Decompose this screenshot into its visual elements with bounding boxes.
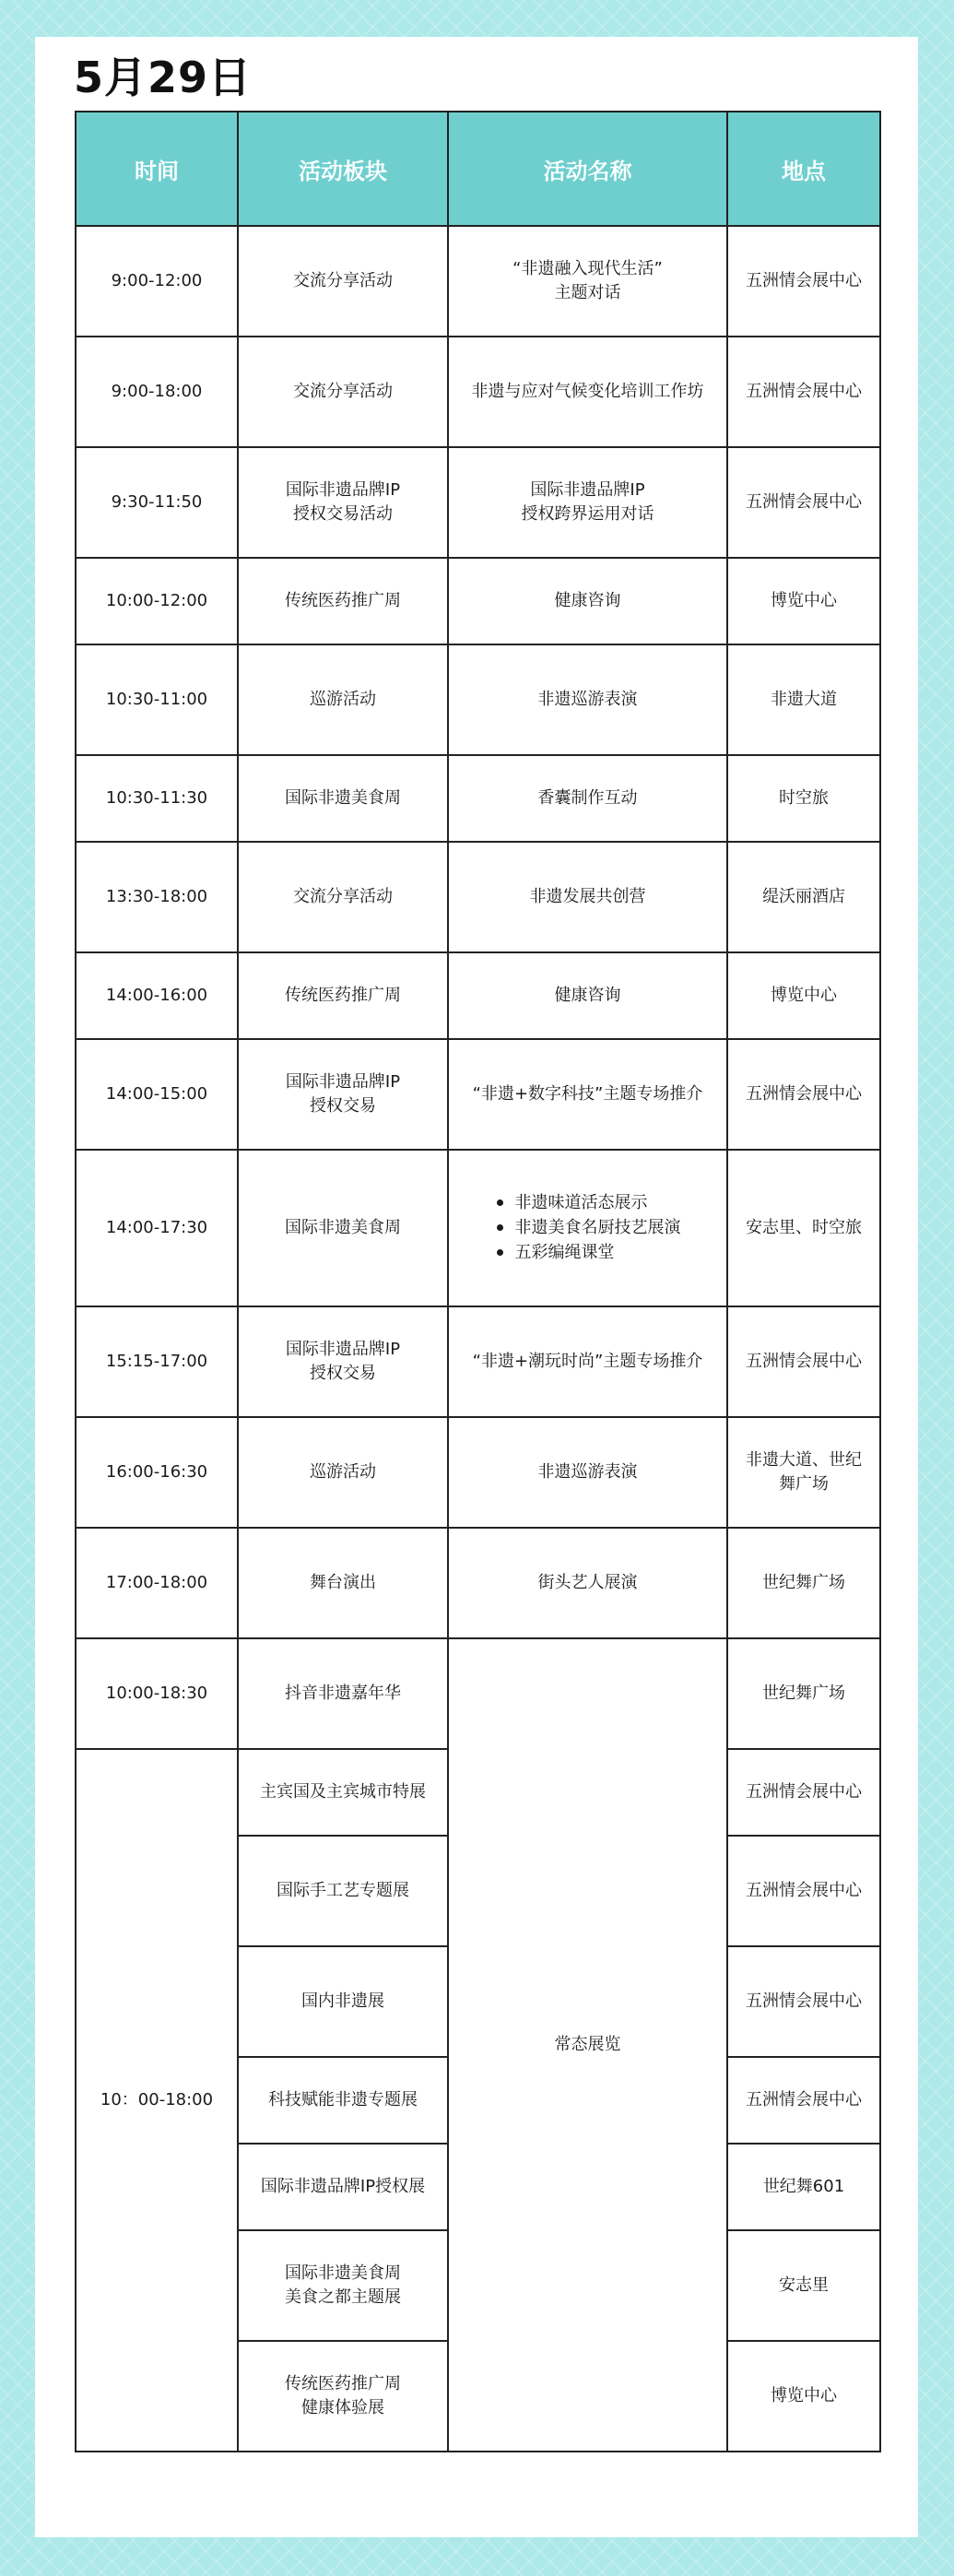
section-cell-text: 国际手工艺专题展 bbox=[277, 1880, 409, 1900]
venue-cell-text: 五洲情会展中心 bbox=[746, 1991, 862, 2011]
activity-cell-text: 健康咨询 bbox=[554, 590, 621, 610]
table-row bbox=[76, 952, 880, 1039]
venue-cell-text: 非遗大道 bbox=[771, 689, 837, 709]
table-row bbox=[76, 1306, 880, 1417]
section-cell bbox=[238, 1946, 448, 2057]
venue-cell-text: 五洲情会展中心 bbox=[746, 1781, 862, 1802]
time-cell: 10:30-11:30 bbox=[76, 755, 238, 842]
section-cell bbox=[238, 2230, 448, 2341]
time-cell: 17:00-18:00 bbox=[76, 1528, 238, 1638]
venue-cell-text: 博览中心 bbox=[771, 985, 837, 1005]
activity-cell-text: 香囊制作互动 bbox=[537, 787, 638, 808]
venue-cell-text: 时空旅 bbox=[779, 787, 829, 808]
section-cell-text: 抖音非遗嘉年华 bbox=[285, 1683, 401, 1703]
time-cell: 14:00-15:00 bbox=[76, 1039, 238, 1150]
list-item: 非遗味道活态展示 bbox=[495, 1190, 681, 1215]
section-cell-text: 巡游活动 bbox=[310, 1461, 376, 1482]
table-header-row bbox=[76, 112, 880, 226]
venue-cell bbox=[727, 558, 880, 644]
table-row bbox=[76, 1417, 880, 1528]
activity-cell bbox=[448, 447, 727, 558]
section-cell bbox=[238, 644, 448, 755]
venue-cell bbox=[727, 1638, 880, 1749]
section-cell-text: 巡游活动 bbox=[310, 689, 376, 709]
activity-cell-text: 非遗与应对气候变化培训工作坊 bbox=[471, 381, 704, 401]
venue-cell bbox=[727, 226, 880, 337]
section-cell-text: 交流分享活动 bbox=[293, 270, 393, 290]
venue-cell bbox=[727, 2230, 880, 2341]
section-cell bbox=[238, 1039, 448, 1150]
section-cell-text: 授权交易 bbox=[310, 1364, 376, 1383]
section-cell bbox=[238, 1528, 448, 1638]
activity-cell-text: 健康咨询 bbox=[554, 985, 621, 1005]
header-section: 活动板块 bbox=[238, 112, 448, 226]
section-cell bbox=[238, 337, 448, 447]
section-cell bbox=[238, 1306, 448, 1417]
section-cell-text: 健康体验展 bbox=[301, 2398, 384, 2417]
venue-cell bbox=[727, 2144, 880, 2230]
venue-cell-text: 五洲情会展中心 bbox=[746, 381, 862, 401]
venue-cell bbox=[727, 1836, 880, 1946]
venue-cell-text: 舞广场 bbox=[779, 1474, 829, 1494]
time-cell: 9:30-11:50 bbox=[76, 447, 238, 558]
time-cell: 14:00-16:00 bbox=[76, 952, 238, 1039]
venue-cell bbox=[727, 842, 880, 952]
section-cell-text: 国际非遗品牌IP bbox=[285, 1071, 401, 1092]
venue-cell bbox=[727, 952, 880, 1039]
section-cell-text: 传统医药推广周 bbox=[285, 985, 401, 1005]
venue-cell-text: 五洲情会展中心 bbox=[746, 2089, 862, 2109]
section-cell bbox=[238, 755, 448, 842]
activity-cell-text: 主题对话 bbox=[554, 283, 621, 302]
venue-cell bbox=[727, 1150, 880, 1306]
section-cell-text: 美食之都主题展 bbox=[285, 2287, 401, 2307]
activity-cell bbox=[448, 952, 727, 1039]
section-cell-text: 国际非遗美食周 bbox=[285, 2263, 401, 2283]
time-cell: 10:00-12:00 bbox=[76, 558, 238, 644]
section-cell-text: 传统医药推广周 bbox=[285, 590, 401, 610]
activity-cell-text: 非遗巡游表演 bbox=[537, 1461, 638, 1482]
section-cell-text: 科技赋能非遗专题展 bbox=[268, 2089, 418, 2109]
section-cell bbox=[238, 952, 448, 1039]
venue-cell-text: 安志里 bbox=[779, 2275, 829, 2295]
time-cell: 10：00-18:00 bbox=[76, 1749, 238, 2452]
activity-cell-text: 授权跨界运用对话 bbox=[521, 504, 654, 524]
table-row bbox=[76, 337, 880, 447]
activity-cell bbox=[448, 1150, 727, 1306]
venue-cell bbox=[727, 2057, 880, 2144]
venue-cell-text: 缇沃丽酒店 bbox=[762, 886, 845, 906]
time-cell: 13:30-18:00 bbox=[76, 842, 238, 952]
activity-cell bbox=[448, 644, 727, 755]
time-cell: 10:00-18:30 bbox=[76, 1638, 238, 1749]
page-title: 5月29日 bbox=[74, 53, 253, 102]
activity-cell-text: 非遗发展共创营 bbox=[529, 886, 646, 906]
venue-cell-text: 世纪舞601 bbox=[762, 2176, 845, 2196]
section-cell-text: 主宾国及主宾城市特展 bbox=[260, 1781, 426, 1802]
activity-cell bbox=[448, 1039, 727, 1150]
activity-bullet-list bbox=[495, 1190, 681, 1265]
activity-cell-text: “非遗+潮玩时尚”主题专场推介 bbox=[472, 1351, 703, 1371]
section-cell bbox=[238, 226, 448, 337]
venue-cell bbox=[727, 1946, 880, 2057]
time-cell: 14:00-17:30 bbox=[76, 1150, 238, 1306]
venue-cell-text: 博览中心 bbox=[771, 590, 837, 610]
venue-cell bbox=[727, 1528, 880, 1638]
section-cell-text: 国际非遗美食周 bbox=[285, 1217, 401, 1237]
venue-cell bbox=[727, 755, 880, 842]
section-cell bbox=[238, 2144, 448, 2230]
venue-cell-text: 安志里、时空旅 bbox=[746, 1217, 862, 1237]
activity-cell bbox=[448, 1417, 727, 1528]
activity-cell-text: “非遗融入现代生活” bbox=[512, 258, 663, 278]
activity-cell bbox=[448, 226, 727, 337]
venue-cell-text: 五洲情会展中心 bbox=[746, 1351, 862, 1371]
activity-cell-text: 街头艺人展演 bbox=[537, 1572, 638, 1592]
venue-cell-text: 非遗大道、世纪 bbox=[746, 1449, 862, 1470]
venue-cell-text: 世纪舞广场 bbox=[762, 1572, 845, 1592]
activity-cell-text: 国际非遗品牌IP bbox=[530, 479, 645, 500]
section-cell-text: 国际非遗品牌IP bbox=[285, 1339, 401, 1359]
venue-cell-text: 五洲情会展中心 bbox=[746, 1880, 862, 1900]
header-activity: 活动名称 bbox=[448, 112, 727, 226]
time-cell: 10:30-11:00 bbox=[76, 644, 238, 755]
section-cell bbox=[238, 558, 448, 644]
table-row bbox=[76, 226, 880, 337]
section-cell-text: 传统医药推广周 bbox=[285, 2373, 401, 2393]
section-cell bbox=[238, 1417, 448, 1528]
table-row bbox=[76, 1528, 880, 1638]
header-time: 时间 bbox=[76, 112, 238, 226]
table-row bbox=[76, 842, 880, 952]
section-cell-text: 授权交易活动 bbox=[293, 504, 393, 524]
section-cell bbox=[238, 1836, 448, 1946]
table-row bbox=[76, 1039, 880, 1150]
venue-cell-text: 世纪舞广场 bbox=[762, 1683, 845, 1703]
activity-cell bbox=[448, 337, 727, 447]
activity-cell bbox=[448, 1306, 727, 1417]
section-cell-text: 交流分享活动 bbox=[293, 381, 393, 401]
activity-cell bbox=[448, 755, 727, 842]
venue-cell-text: 五洲情会展中心 bbox=[746, 270, 862, 290]
section-cell bbox=[238, 447, 448, 558]
table-row bbox=[76, 1638, 880, 1749]
venue-cell-text: 五洲情会展中心 bbox=[746, 1083, 862, 1104]
time-cell: 9:00-12:00 bbox=[76, 226, 238, 337]
venue-cell bbox=[727, 1417, 880, 1528]
section-cell-text: 国际非遗品牌IP bbox=[285, 479, 401, 500]
time-cell: 9:00-18:00 bbox=[76, 337, 238, 447]
activity-cell bbox=[448, 1528, 727, 1638]
table-row bbox=[76, 755, 880, 842]
section-cell bbox=[238, 842, 448, 952]
venue-cell bbox=[727, 1039, 880, 1150]
venue-cell-text: 博览中心 bbox=[771, 2385, 837, 2405]
section-cell-text: 交流分享活动 bbox=[293, 886, 393, 906]
section-cell bbox=[238, 1150, 448, 1306]
venue-cell bbox=[727, 644, 880, 755]
time-cell: 16:00-16:30 bbox=[76, 1417, 238, 1528]
section-cell-text: 舞台演出 bbox=[310, 1572, 376, 1592]
table-row bbox=[76, 1150, 880, 1306]
venue-cell-text: 五洲情会展中心 bbox=[746, 491, 862, 512]
venue-cell bbox=[727, 2341, 880, 2452]
section-cell-text: 国际非遗品牌IP授权展 bbox=[260, 2176, 426, 2196]
activity-cell: 常态展览 bbox=[448, 1638, 727, 2452]
section-cell bbox=[238, 1749, 448, 1836]
section-cell-text: 授权交易 bbox=[310, 1096, 376, 1116]
schedule-table bbox=[75, 111, 881, 2452]
section-cell-text: 国内非遗展 bbox=[301, 1991, 384, 2011]
list-item: 非遗美食名厨技艺展演 bbox=[495, 1215, 681, 1240]
venue-cell bbox=[727, 1306, 880, 1417]
time-cell: 15:15-17:00 bbox=[76, 1306, 238, 1417]
section-cell-text: 国际非遗美食周 bbox=[285, 787, 401, 808]
venue-cell bbox=[727, 1749, 880, 1836]
section-cell bbox=[238, 2341, 448, 2452]
table-row bbox=[76, 558, 880, 644]
header-venue: 地点 bbox=[727, 112, 880, 226]
venue-cell bbox=[727, 337, 880, 447]
list-item: 五彩编绳课堂 bbox=[495, 1240, 681, 1265]
section-cell bbox=[238, 1638, 448, 1749]
table-row bbox=[76, 644, 880, 755]
activity-cell-text: “非遗+数字科技”主题专场推介 bbox=[472, 1083, 703, 1104]
activity-cell bbox=[448, 842, 727, 952]
activity-cell-text: 非遗巡游表演 bbox=[537, 689, 638, 709]
table-row bbox=[76, 447, 880, 558]
section-cell bbox=[238, 2057, 448, 2144]
activity-cell bbox=[448, 558, 727, 644]
venue-cell bbox=[727, 447, 880, 558]
